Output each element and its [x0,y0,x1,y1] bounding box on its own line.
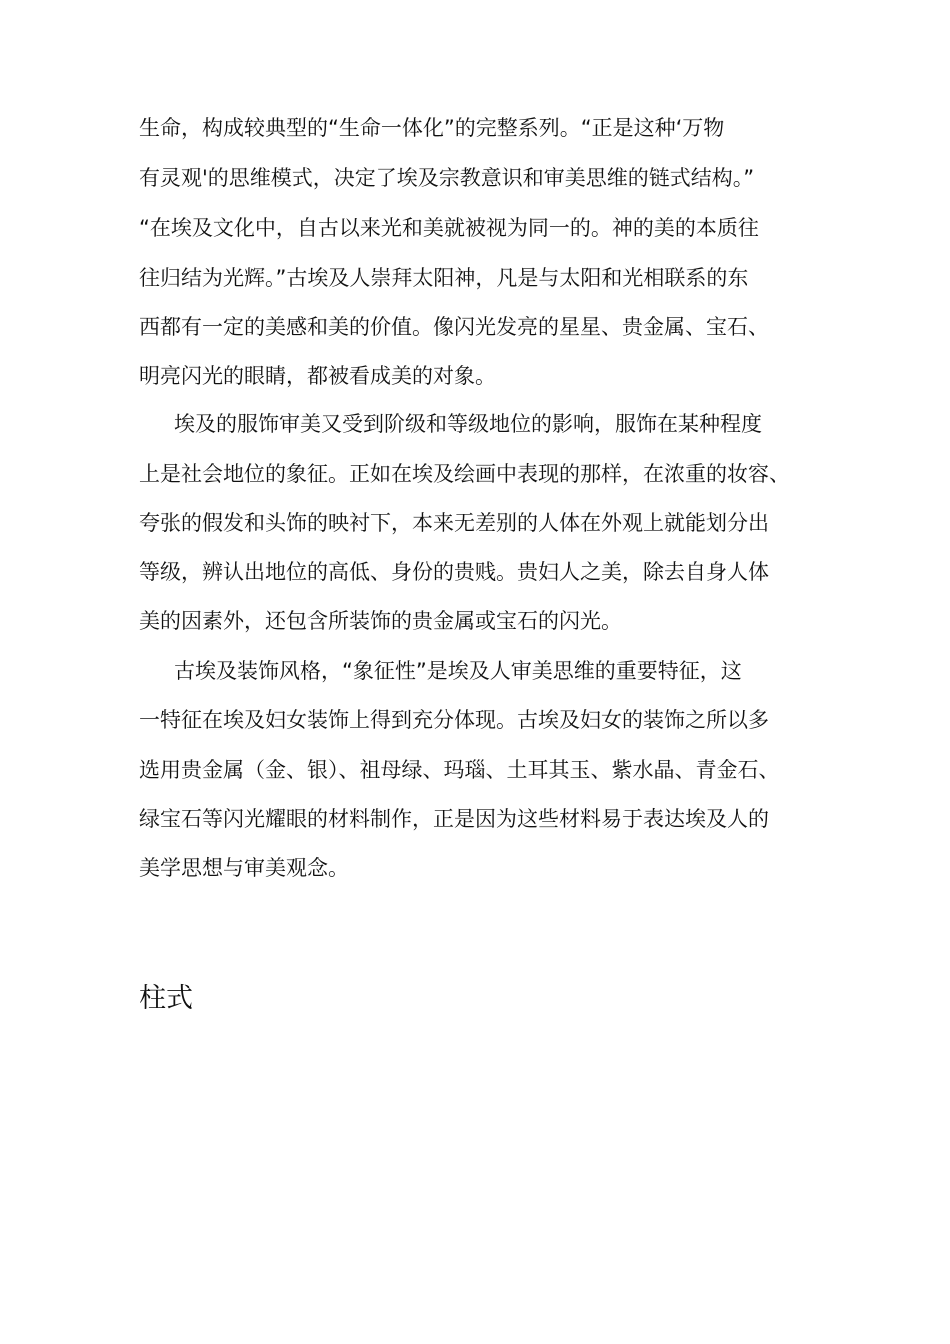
paragraph-line: “在埃及文化中，自古以来光和美就被视为同一的。神的美的本质往 [139,216,759,240]
paragraph-line: 选用贵金属（金、银）、祖母绿、玛瑙、土耳其玉、紫水晶、青金石、 [139,758,780,782]
paragraph-line: 一特征在埃及妇女装饰上得到充分体现。古埃及妇女的装饰之所以多 [139,708,769,732]
paragraph-line: 明亮闪光的眼睛，都被看成美的对象。 [139,364,496,388]
paragraph-line: 夸张的假发和头饰的映衬下，本来无差别的人体在外观上就能划分出 [139,511,769,535]
paragraph-line: 等级，辨认出地位的高低、身份的贵贱。贵妇人之美，除去自身人体 [139,560,769,584]
paragraph-line: 古埃及装饰风格，“象征性”是埃及人审美思维的重要特征，这 [174,659,742,683]
paragraph-line: 上是社会地位的象征。正如在埃及绘画中表现的那样，在浓重的妆容、 [139,462,790,486]
paragraph-line: 生命，构成较典型的“生命一体化”的完整系列。“正是这种‘万物 [139,116,725,140]
paragraph-line: 往归结为光辉。”古埃及人崇拜太阳神，凡是与太阳和光相联系的东 [139,266,749,290]
paragraph-line: 西都有一定的美感和美的价值。像闪光发亮的星星、贵金属、宝石、 [139,315,769,339]
paragraph-line: 埃及的服饰审美又受到阶级和等级地位的影响，服饰在某种程度 [174,412,762,436]
section-heading: 柱式 [139,983,193,1014]
paragraph-line: 美学思想与审美观念。 [139,856,349,880]
paragraph-line: 美的因素外，还包含所装饰的贵金属或宝石的闪光。 [139,609,622,633]
paragraph-line: 有灵观'的思维模式，决定了埃及宗教意识和审美思维的链式结构。” [139,166,755,190]
paragraph-line: 绿宝石等闪光耀眼的材料制作，正是因为这些材料易于表达埃及人的 [139,807,769,831]
